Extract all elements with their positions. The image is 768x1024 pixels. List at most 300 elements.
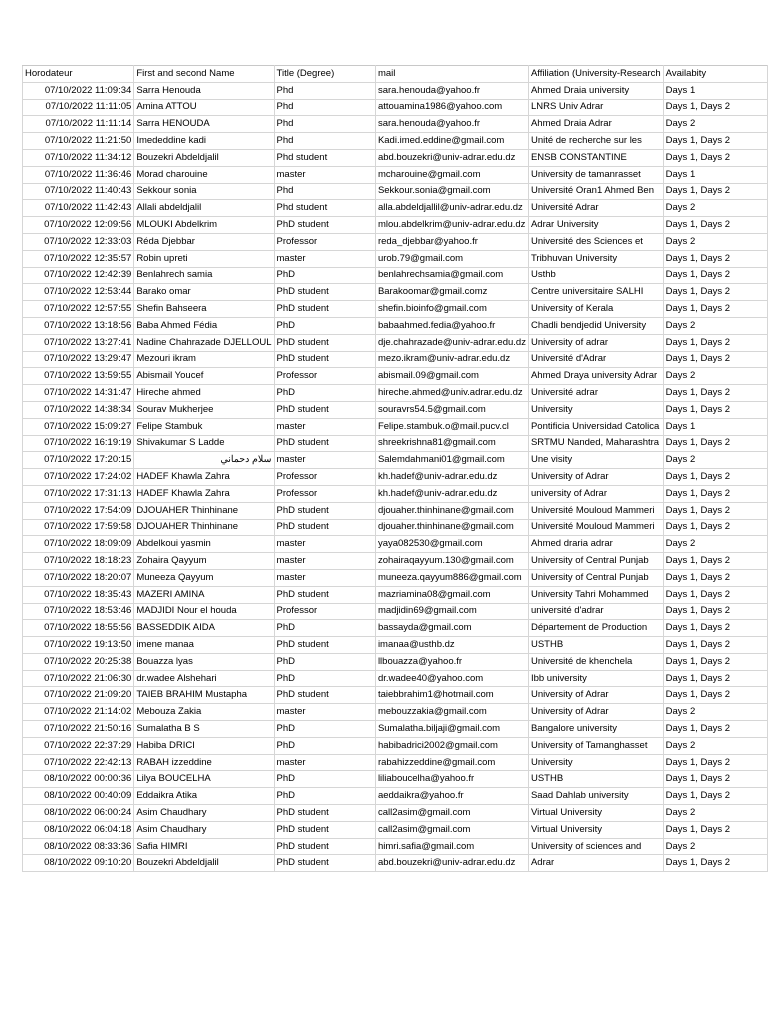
timestamp-cell: 07/10/2022 19:13:50 xyxy=(23,637,134,654)
availability-cell: Days 1, Days 2 xyxy=(663,670,767,687)
header-cell-title: Title (Degree) xyxy=(274,66,375,83)
affiliation-cell: université d'adrar xyxy=(528,603,663,620)
mail-cell: rabahizzeddine@gmail.com xyxy=(375,754,528,771)
table-row xyxy=(23,620,768,637)
name-cell: Amina ATTOU xyxy=(134,99,274,116)
affiliation-cell: Ahmed Draia university xyxy=(528,82,663,99)
name-cell: Nadine Chahrazade DJELLOUL xyxy=(134,334,274,351)
name-cell: Sarra Henouda xyxy=(134,82,274,99)
affiliation-cell: University of Central Punjab xyxy=(528,569,663,586)
title-cell: PhD student xyxy=(274,301,375,318)
mail-cell: bassayda@gmail.com xyxy=(375,620,528,637)
timestamp-cell: 07/10/2022 21:09:20 xyxy=(23,687,134,704)
affiliation-cell: Tribhuvan University xyxy=(528,250,663,267)
title-cell: master xyxy=(274,166,375,183)
affiliation-cell: Département de Production xyxy=(528,620,663,637)
header-cell-horodateur: Horodateur xyxy=(23,66,134,83)
mail-cell: mlou.abdelkrim@univ-adrar.edu.dz xyxy=(375,217,528,234)
mail-cell: mcharouine@gmail.com xyxy=(375,166,528,183)
timestamp-cell: 07/10/2022 17:54:09 xyxy=(23,502,134,519)
mail-cell: yaya082530@gmail.com xyxy=(375,536,528,553)
name-cell: Habiba DRICI xyxy=(134,737,274,754)
name-cell: MADJIDI Nour el houda xyxy=(134,603,274,620)
name-cell: Sarra HENOUDA xyxy=(134,116,274,133)
availability-cell: Days 1, Days 2 xyxy=(663,603,767,620)
mail-cell: habibadrici2002@gmail.com xyxy=(375,737,528,754)
timestamp-cell: 07/10/2022 12:42:39 xyxy=(23,267,134,284)
title-cell: PhD xyxy=(274,385,375,402)
mail-cell: urob.79@gmail.com xyxy=(375,250,528,267)
table-row xyxy=(23,485,768,502)
availability-cell: Days 1, Days 2 xyxy=(663,401,767,418)
availability-cell: Days 1, Days 2 xyxy=(663,183,767,200)
availability-cell: Days 1, Days 2 xyxy=(663,553,767,570)
name-cell: Muneeza Qayyum xyxy=(134,569,274,586)
affiliation-cell: Université adrar xyxy=(528,385,663,402)
name-cell: سلام دحماني xyxy=(134,452,274,469)
name-cell: Sekkour sonia xyxy=(134,183,274,200)
name-cell: Benlahrech samia xyxy=(134,267,274,284)
name-cell: MLOUKI Abdelkrim xyxy=(134,217,274,234)
title-cell: PhD xyxy=(274,737,375,754)
table-row xyxy=(23,317,768,334)
affiliation-cell: Virtual University xyxy=(528,805,663,822)
table-row xyxy=(23,351,768,368)
affiliation-cell: University xyxy=(528,754,663,771)
title-cell: Phd student xyxy=(274,149,375,166)
timestamp-cell: 07/10/2022 11:34:12 xyxy=(23,149,134,166)
mail-cell: abismail.09@gmail.com xyxy=(375,368,528,385)
affiliation-cell: University of Adrar xyxy=(528,704,663,721)
table-row xyxy=(23,334,768,351)
header-cell-affiliation: Affiliation (University-Research xyxy=(528,66,663,83)
affiliation-cell: Ahmed draria adrar xyxy=(528,536,663,553)
name-cell: Sourav Mukherjee xyxy=(134,401,274,418)
affiliation-cell: University de tamanrasset xyxy=(528,166,663,183)
table-row xyxy=(23,250,768,267)
availability-cell: Days 2 xyxy=(663,536,767,553)
timestamp-cell: 07/10/2022 12:09:56 xyxy=(23,217,134,234)
availability-cell: Days 1, Days 2 xyxy=(663,754,767,771)
table-row xyxy=(23,401,768,418)
availability-cell: Days 2 xyxy=(663,838,767,855)
title-cell: master xyxy=(274,418,375,435)
table-row xyxy=(23,586,768,603)
mail-cell: sara.henouda@yahoo.fr xyxy=(375,116,528,133)
title-cell: PhD student xyxy=(274,821,375,838)
availability-cell: Days 1, Days 2 xyxy=(663,385,767,402)
header-cell-availability: Availabity xyxy=(663,66,767,83)
timestamp-cell: 07/10/2022 11:09:34 xyxy=(23,82,134,99)
availability-cell: Days 1, Days 2 xyxy=(663,351,767,368)
name-cell: Imededdine kadi xyxy=(134,133,274,150)
availability-cell: Days 1, Days 2 xyxy=(663,435,767,452)
affiliation-cell: Unité de recherche sur les xyxy=(528,133,663,150)
affiliation-cell: Une visity xyxy=(528,452,663,469)
affiliation-cell: Université Oran1 Ahmed Ben xyxy=(528,183,663,200)
affiliation-cell: Ibb university xyxy=(528,670,663,687)
title-cell: master xyxy=(274,569,375,586)
mail-cell: alla.abdeldjallil@univ-adrar.edu.dz xyxy=(375,200,528,217)
affiliation-cell: Université Adrar xyxy=(528,200,663,217)
title-cell: PhD xyxy=(274,267,375,284)
title-cell: PhD student xyxy=(274,334,375,351)
mail-cell: Sekkour.sonia@gmail.com xyxy=(375,183,528,200)
title-cell: PhD xyxy=(274,620,375,637)
timestamp-cell: 07/10/2022 21:06:30 xyxy=(23,670,134,687)
timestamp-cell: 07/10/2022 21:50:16 xyxy=(23,721,134,738)
name-cell: Zohaira Qayyum xyxy=(134,553,274,570)
mail-cell: djouaher.thinhinane@gmail.com xyxy=(375,519,528,536)
title-cell: Phd xyxy=(274,133,375,150)
name-cell: MAZERI AMINA xyxy=(134,586,274,603)
title-cell: PhD xyxy=(274,317,375,334)
name-cell: Lilya BOUCELHA xyxy=(134,771,274,788)
mail-cell: babaahmed.fedia@yahoo.fr xyxy=(375,317,528,334)
mail-cell: muneeza.qayyum886@gmail.com xyxy=(375,569,528,586)
timestamp-cell: 07/10/2022 22:42:13 xyxy=(23,754,134,771)
table-row xyxy=(23,418,768,435)
title-cell: Professor xyxy=(274,233,375,250)
timestamp-cell: 07/10/2022 17:24:02 xyxy=(23,469,134,486)
mail-cell: attouamina1986@yahoo.com xyxy=(375,99,528,116)
title-cell: PhD student xyxy=(274,502,375,519)
name-cell: Bouazza lyas xyxy=(134,653,274,670)
timestamp-cell: 07/10/2022 21:14:02 xyxy=(23,704,134,721)
affiliation-cell: Université d'Adrar xyxy=(528,351,663,368)
availability-cell: Days 1, Days 2 xyxy=(663,284,767,301)
affiliation-cell: USTHB xyxy=(528,771,663,788)
affiliation-cell: Saad Dahlab university xyxy=(528,788,663,805)
table-row xyxy=(23,855,768,872)
table-row xyxy=(23,82,768,99)
table-row xyxy=(23,805,768,822)
name-cell: Shefin Bahseera xyxy=(134,301,274,318)
title-cell: Professor xyxy=(274,469,375,486)
availability-cell: Days 1, Days 2 xyxy=(663,586,767,603)
affiliation-cell: Université Mouloud Mammeri xyxy=(528,519,663,536)
table-row xyxy=(23,267,768,284)
mail-cell: hireche.ahmed@univ.adrar.edu.dz xyxy=(375,385,528,402)
timestamp-cell: 07/10/2022 11:11:14 xyxy=(23,116,134,133)
title-cell: PhD student xyxy=(274,284,375,301)
timestamp-cell: 08/10/2022 06:00:24 xyxy=(23,805,134,822)
mail-cell: himri.safia@gmail.com xyxy=(375,838,528,855)
timestamp-cell: 07/10/2022 18:55:56 xyxy=(23,620,134,637)
affiliation-cell: Université des Sciences et xyxy=(528,233,663,250)
name-cell: Asim Chaudhary xyxy=(134,805,274,822)
title-cell: Phd xyxy=(274,82,375,99)
affiliation-cell: University of adrar xyxy=(528,334,663,351)
table-row xyxy=(23,301,768,318)
timestamp-cell: 08/10/2022 00:40:09 xyxy=(23,788,134,805)
timestamp-cell: 07/10/2022 17:20:15 xyxy=(23,452,134,469)
name-cell: Asim Chaudhary xyxy=(134,821,274,838)
mail-cell: Salemdahmani01@gmail.com xyxy=(375,452,528,469)
title-cell: master xyxy=(274,754,375,771)
affiliation-cell: Ahmed Draya university Adrar xyxy=(528,368,663,385)
table-row xyxy=(23,653,768,670)
title-cell: master xyxy=(274,452,375,469)
availability-cell: Days 2 xyxy=(663,368,767,385)
timestamp-cell: 07/10/2022 13:18:56 xyxy=(23,317,134,334)
availability-cell: Days 1, Days 2 xyxy=(663,821,767,838)
table-row xyxy=(23,687,768,704)
timestamp-cell: 07/10/2022 16:19:19 xyxy=(23,435,134,452)
availability-cell: Days 2 xyxy=(663,200,767,217)
affiliation-cell: University of Adrar xyxy=(528,687,663,704)
table-row xyxy=(23,502,768,519)
name-cell: Abdelkoui yasmin xyxy=(134,536,274,553)
header-cell-name: First and second Name xyxy=(134,66,274,83)
availability-cell: Days 1, Days 2 xyxy=(663,250,767,267)
name-cell: Safia HIMRI xyxy=(134,838,274,855)
mail-cell: shefin.bioinfo@gmail.com xyxy=(375,301,528,318)
title-cell: PhD xyxy=(274,721,375,738)
name-cell: Morad charouine xyxy=(134,166,274,183)
timestamp-cell: 07/10/2022 18:53:46 xyxy=(23,603,134,620)
timestamp-cell: 07/10/2022 20:25:38 xyxy=(23,653,134,670)
name-cell: Bouzekri Abdeldjalil xyxy=(134,149,274,166)
title-cell: PhD student xyxy=(274,637,375,654)
timestamp-cell: 07/10/2022 11:42:43 xyxy=(23,200,134,217)
affiliation-cell: Bangalore university xyxy=(528,721,663,738)
title-cell: Phd xyxy=(274,99,375,116)
mail-cell: liliaboucelha@yahoo.fr xyxy=(375,771,528,788)
table-row xyxy=(23,435,768,452)
timestamp-cell: 07/10/2022 11:36:46 xyxy=(23,166,134,183)
table-row xyxy=(23,553,768,570)
timestamp-cell: 08/10/2022 09:10:20 xyxy=(23,855,134,872)
name-cell: Baba Ahmed Fédia xyxy=(134,317,274,334)
availability-cell: Days 1, Days 2 xyxy=(663,217,767,234)
timestamp-cell: 07/10/2022 14:38:34 xyxy=(23,401,134,418)
mail-cell: dr.wadee40@yahoo.com xyxy=(375,670,528,687)
timestamp-cell: 07/10/2022 12:33:03 xyxy=(23,233,134,250)
table-row xyxy=(23,149,768,166)
name-cell: Mezouri ikram xyxy=(134,351,274,368)
name-cell: Sumalatha B S xyxy=(134,721,274,738)
title-cell: Professor xyxy=(274,485,375,502)
mail-cell: call2asim@gmail.com xyxy=(375,805,528,822)
name-cell: RABAH izzeddine xyxy=(134,754,274,771)
affiliation-cell: Chadli bendjedid University xyxy=(528,317,663,334)
mail-cell: Kadi.imed.eddine@gmail.com xyxy=(375,133,528,150)
affiliation-cell: USTHB xyxy=(528,637,663,654)
title-cell: Phd xyxy=(274,116,375,133)
availability-cell: Days 1, Days 2 xyxy=(663,721,767,738)
availability-cell: Days 1 xyxy=(663,418,767,435)
name-cell: HADEF Khawla Zahra xyxy=(134,485,274,502)
affiliation-cell: Ahmed Draia Adrar xyxy=(528,116,663,133)
title-cell: PhD student xyxy=(274,435,375,452)
availability-cell: Days 1, Days 2 xyxy=(663,99,767,116)
table-row xyxy=(23,838,768,855)
table-row xyxy=(23,737,768,754)
timestamp-cell: 07/10/2022 15:09:27 xyxy=(23,418,134,435)
affiliation-cell: Université de khenchela xyxy=(528,653,663,670)
mail-cell: reda_djebbar@yahoo.fr xyxy=(375,233,528,250)
availability-cell: Days 1, Days 2 xyxy=(663,653,767,670)
timestamp-cell: 07/10/2022 18:20:07 xyxy=(23,569,134,586)
mail-cell: kh.hadef@univ-adrar.edu.dz xyxy=(375,485,528,502)
availability-cell: Days 2 xyxy=(663,805,767,822)
title-cell: Phd student xyxy=(274,200,375,217)
affiliation-cell: ENSB CONSTANTINE xyxy=(528,149,663,166)
affiliation-cell: Pontificia Universidad Catolica xyxy=(528,418,663,435)
title-cell: PhD student xyxy=(274,838,375,855)
availability-cell: Days 1 xyxy=(663,82,767,99)
availability-cell: Days 2 xyxy=(663,317,767,334)
availability-cell: Days 1, Days 2 xyxy=(663,637,767,654)
table-row xyxy=(23,536,768,553)
name-cell: Shivakumar S Ladde xyxy=(134,435,274,452)
timestamp-cell: 07/10/2022 12:57:55 xyxy=(23,301,134,318)
timestamp-cell: 07/10/2022 13:27:41 xyxy=(23,334,134,351)
availability-cell: Days 1, Days 2 xyxy=(663,485,767,502)
table-row xyxy=(23,569,768,586)
table-row xyxy=(23,183,768,200)
table-row xyxy=(23,754,768,771)
table-row xyxy=(23,116,768,133)
name-cell: Réda Djebbar xyxy=(134,233,274,250)
availability-cell: Days 1, Days 2 xyxy=(663,502,767,519)
title-cell: PhD student xyxy=(274,586,375,603)
table-row xyxy=(23,788,768,805)
header-row xyxy=(23,66,768,83)
name-cell: Hireche ahmed xyxy=(134,385,274,402)
table-row xyxy=(23,452,768,469)
name-cell: Allali abdeldjalil xyxy=(134,200,274,217)
timestamp-cell: 07/10/2022 11:11:05 xyxy=(23,99,134,116)
name-cell: Robin upreti xyxy=(134,250,274,267)
mail-cell: llbouazza@yahoo.fr xyxy=(375,653,528,670)
mail-cell: taiebbrahim1@hotmail.com xyxy=(375,687,528,704)
mail-cell: mazriamina08@gmail.com xyxy=(375,586,528,603)
table-row xyxy=(23,133,768,150)
name-cell: Abismail Youcef xyxy=(134,368,274,385)
title-cell: PhD xyxy=(274,670,375,687)
mail-cell: shreekrishna81@gmail.com xyxy=(375,435,528,452)
name-cell: HADEF Khawla Zahra xyxy=(134,469,274,486)
name-cell: imene manaa xyxy=(134,637,274,654)
availability-cell: Days 1, Days 2 xyxy=(663,519,767,536)
name-cell: Bouzekri Abdeldjalil xyxy=(134,855,274,872)
name-cell: Mebouza Zakia xyxy=(134,704,274,721)
availability-cell: Days 2 xyxy=(663,233,767,250)
table-row xyxy=(23,670,768,687)
mail-cell: zohairaqayyum.130@gmail.com xyxy=(375,553,528,570)
timestamp-cell: 07/10/2022 17:31:13 xyxy=(23,485,134,502)
affiliation-cell: University of sciences and xyxy=(528,838,663,855)
affiliation-cell: University Tahri Mohammed xyxy=(528,586,663,603)
name-cell: BASSEDDIK AIDA xyxy=(134,620,274,637)
timestamp-cell: 07/10/2022 14:31:47 xyxy=(23,385,134,402)
timestamp-cell: 07/10/2022 11:21:50 xyxy=(23,133,134,150)
affiliation-cell: University of Adrar xyxy=(528,469,663,486)
timestamp-cell: 08/10/2022 08:33:36 xyxy=(23,838,134,855)
availability-cell: Days 1, Days 2 xyxy=(663,569,767,586)
affiliation-cell: University xyxy=(528,401,663,418)
mail-cell: madjidin69@gmail.com xyxy=(375,603,528,620)
table-row xyxy=(23,200,768,217)
mail-cell: abd.bouzekri@univ-adrar.edu.dz xyxy=(375,149,528,166)
availability-cell: Days 2 xyxy=(663,737,767,754)
title-cell: master xyxy=(274,553,375,570)
name-cell: Felipe Stambuk xyxy=(134,418,274,435)
affiliation-cell: Université Mouloud Mammeri xyxy=(528,502,663,519)
table-row xyxy=(23,368,768,385)
title-cell: PhD student xyxy=(274,351,375,368)
table-row xyxy=(23,99,768,116)
name-cell: Barako omar xyxy=(134,284,274,301)
availability-cell: Days 1, Days 2 xyxy=(663,687,767,704)
timestamp-cell: 07/10/2022 22:37:29 xyxy=(23,737,134,754)
affiliation-cell: Adrar University xyxy=(528,217,663,234)
table-row xyxy=(23,233,768,250)
affiliation-cell: Virtual University xyxy=(528,821,663,838)
name-cell: Eddaikra Atika xyxy=(134,788,274,805)
mail-cell: mebouzzakia@gmail.com xyxy=(375,704,528,721)
availability-cell: Days 1, Days 2 xyxy=(663,469,767,486)
table-row xyxy=(23,469,768,486)
header-cell-mail: mail xyxy=(375,66,528,83)
title-cell: PhD xyxy=(274,653,375,670)
timestamp-cell: 07/10/2022 18:35:43 xyxy=(23,586,134,603)
availability-cell: Days 1, Days 2 xyxy=(663,301,767,318)
availability-cell: Days 1, Days 2 xyxy=(663,133,767,150)
timestamp-cell: 07/10/2022 12:53:44 xyxy=(23,284,134,301)
timestamp-cell: 07/10/2022 11:40:43 xyxy=(23,183,134,200)
mail-cell: kh.hadef@univ-adrar.edu.dz xyxy=(375,469,528,486)
table-row xyxy=(23,721,768,738)
mail-cell: sara.henouda@yahoo.fr xyxy=(375,82,528,99)
timestamp-cell: 07/10/2022 18:09:09 xyxy=(23,536,134,553)
availability-cell: Days 1, Days 2 xyxy=(663,771,767,788)
mail-cell: imanaa@usthb.dz xyxy=(375,637,528,654)
availability-cell: Days 1, Days 2 xyxy=(663,788,767,805)
title-cell: Professor xyxy=(274,603,375,620)
mail-cell: dje.chahrazade@univ-adrar.edu.dz xyxy=(375,334,528,351)
availability-cell: Days 1, Days 2 xyxy=(663,620,767,637)
availability-cell: Days 1, Days 2 xyxy=(663,267,767,284)
affiliation-cell: Adrar xyxy=(528,855,663,872)
availability-cell: Days 2 xyxy=(663,704,767,721)
table-row xyxy=(23,603,768,620)
title-cell: Phd xyxy=(274,183,375,200)
title-cell: PhD xyxy=(274,771,375,788)
timestamp-cell: 07/10/2022 13:59:55 xyxy=(23,368,134,385)
affiliation-cell: Centre universitaire SALHI xyxy=(528,284,663,301)
timestamp-cell: 07/10/2022 18:18:23 xyxy=(23,553,134,570)
timestamp-cell: 07/10/2022 17:59:58 xyxy=(23,519,134,536)
title-cell: PhD student xyxy=(274,519,375,536)
mail-cell: Barakoomar@gmail.comz xyxy=(375,284,528,301)
mail-cell: call2asim@gmail.com xyxy=(375,821,528,838)
title-cell: master xyxy=(274,704,375,721)
table-row xyxy=(23,771,768,788)
mail-cell: souravrs54.5@gmail.com xyxy=(375,401,528,418)
table-row xyxy=(23,704,768,721)
title-cell: master xyxy=(274,536,375,553)
mail-cell: mezo.ikram@univ-adrar.edu.dz xyxy=(375,351,528,368)
table-row xyxy=(23,166,768,183)
table-row xyxy=(23,637,768,654)
availability-cell: Days 1, Days 2 xyxy=(663,149,767,166)
affiliation-cell: University of Tamanghasset xyxy=(528,737,663,754)
availability-cell: Days 1, Days 2 xyxy=(663,855,767,872)
title-cell: Professor xyxy=(274,368,375,385)
